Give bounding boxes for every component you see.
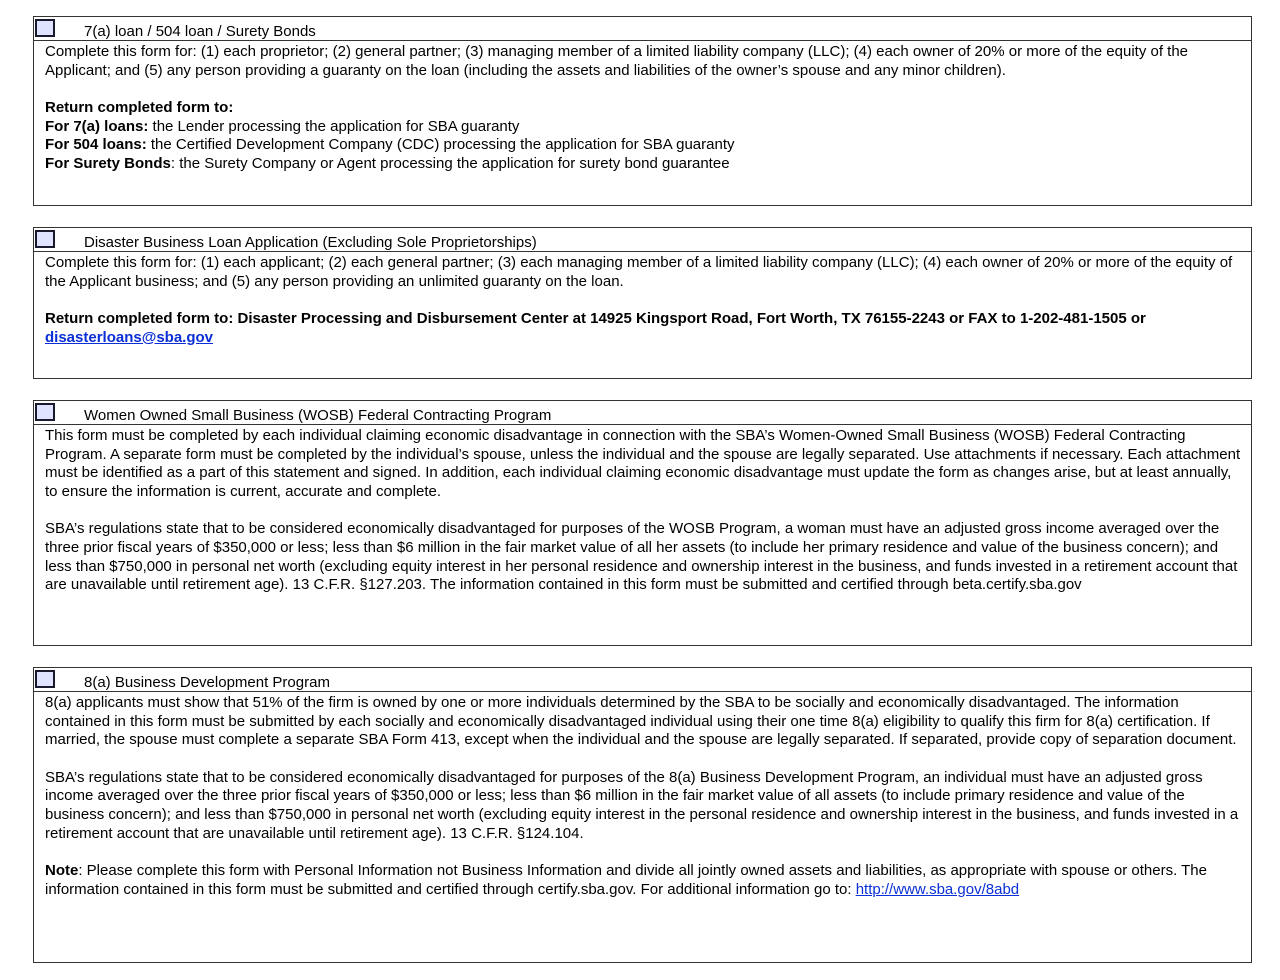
paragraph-1: This form must be completed by each individual claiming economic disadvantage in connection with the SBA’s Women-Owned Small Business (WOSB) Federal Contracting Program. A separate form must be completed by the individual’s spouse, unless the individual and the spouse are legally separated. Use attachments if necessary. Each attachment must be identified as a part of this statement and signed. In addition, each individual claiming economic disadvantage must update the form as changes arise, but at least annually, to ensure the information is current, accurate and complete. [45,427,1241,500]
note-label: Note [45,862,79,880]
section-title: Women Owned Small Business (WOSB) Federal Contracting Program [84,407,552,424]
checkbox-8a[interactable] [35,670,55,688]
paragraph-1: 8(a) applicants must show that 51% of the firm is owned by one or more individuals determined by the SBA to be socially and economically disadvantaged. The information contained in this form must be submitted by each socially and economically disadvantaged individual using their one time 8(a) eligibility to qualify this firm for 8(a) certification. If married, the spouse must complete a separate SBA Form 413, except when the individual and the spouse are legally separated. If separated, provide copy of separation document. [45,694,1237,749]
email-link[interactable]: disasterloans@sba.gov [45,328,214,346]
section-wosb [33,400,1252,646]
section-header [34,401,1251,425]
section-7a-504-surety [33,16,1252,206]
intro-text: Complete this form for: (1) each proprietor; (2) general partner; (3) managing member of a limited liability company (LLC); (4) each owner of 20% or more of the equity of the Applicant; and (5) any person providing a guaranty on the loan (including the assets and liabilities of the owner’s spouse and any minor children). [45,43,1189,79]
note-paragraph: Note: Please complete this form with Personal Information not Business Information and divide all jointly owned assets and liabilities, as appropriate with spouse or others. The information contained in this form must be submitted and certified through certify.sba.gov. For additional information go to: http://www.sba.gov/8abd [45,862,1207,898]
section-disaster-loan [33,227,1252,379]
section-title: Disaster Business Loan Application (Excluding Sole Proprietorships) [84,234,537,251]
return-line-504: For 504 loans: the Certified Development Company (CDC) processing the application for SBA guaranty [45,136,735,154]
return-text: Return completed form to: Disaster Processing and Disbursement Center at 14925 Kingsport Road, Fort Worth, TX 76155-2243 or FAX to 1-202-481-1505 or disasterloans@sba.gov [45,310,1146,346]
checkbox-7a-504-surety[interactable] [35,19,55,37]
section-body [34,692,1251,903]
section-header [34,228,1251,252]
section-header [34,17,1251,41]
section-header [34,668,1251,692]
checkbox-wosb[interactable] [35,403,55,421]
section-title: 7(a) loan / 504 loan / Surety Bonds [84,23,316,40]
section-8a [33,667,1252,963]
checkbox-disaster-loan[interactable] [35,230,55,248]
return-heading: Return completed form to: [45,99,234,117]
section-body [34,41,1251,178]
section-body [34,425,1251,599]
return-line-7a: For 7(a) loans: the Lender processing the application for SBA guaranty [45,117,520,135]
section-title: 8(a) Business Development Program [84,674,330,691]
intro-text: Complete this form for: (1) each applicant; (2) each general partner; (3) each managing member of a limited liability company (LLC); (4) each owner of 20% or more of the equity of the Applicant business; and (5) any person providing an unlimited guaranty on the loan. [45,254,1233,290]
sba-8abd-link[interactable]: http://www.sba.gov/8abd [855,880,1020,898]
section-body [34,252,1251,351]
paragraph-2: SBA’s regulations state that to be considered economically disadvantaged for purposes of the WOSB Program, a woman must have an adjusted gross income averaged over the three prior fiscal years of $350,000 or less; less than $6 million in the fair market value of all her assets (to include her primary residence and value of the business concern); and less than $750,000 in personal net worth (excluding equity interest in her personal residence and ownership interest in the business, and funds invested in a retirement account that are unavailable until retirement age). 13 C.F.R. §127.203. The information contained in this form must be submitted and certified through beta.certify.sba.gov [45,520,1238,594]
return-line-surety: For Surety Bonds: the Surety Company or Agent processing the application for surety bond guarantee [45,154,730,172]
paragraph-2: SBA’s regulations state that to be considered economically disadvantaged for purposes of the 8(a) Business Development Program, an individual must have an adjusted gross income averaged over the three prior fiscal years of $350,000 or less; less than $6 million in the fair market value of all assets (to include primary residence and value of the business concern); and less than $750,000 in personal net worth (excluding equity interest in the personal residence and ownership interest in the business, and funds invested in a retirement account that are unavailable until retirement age). 13 C.F.R. §124.104. [45,768,1239,842]
